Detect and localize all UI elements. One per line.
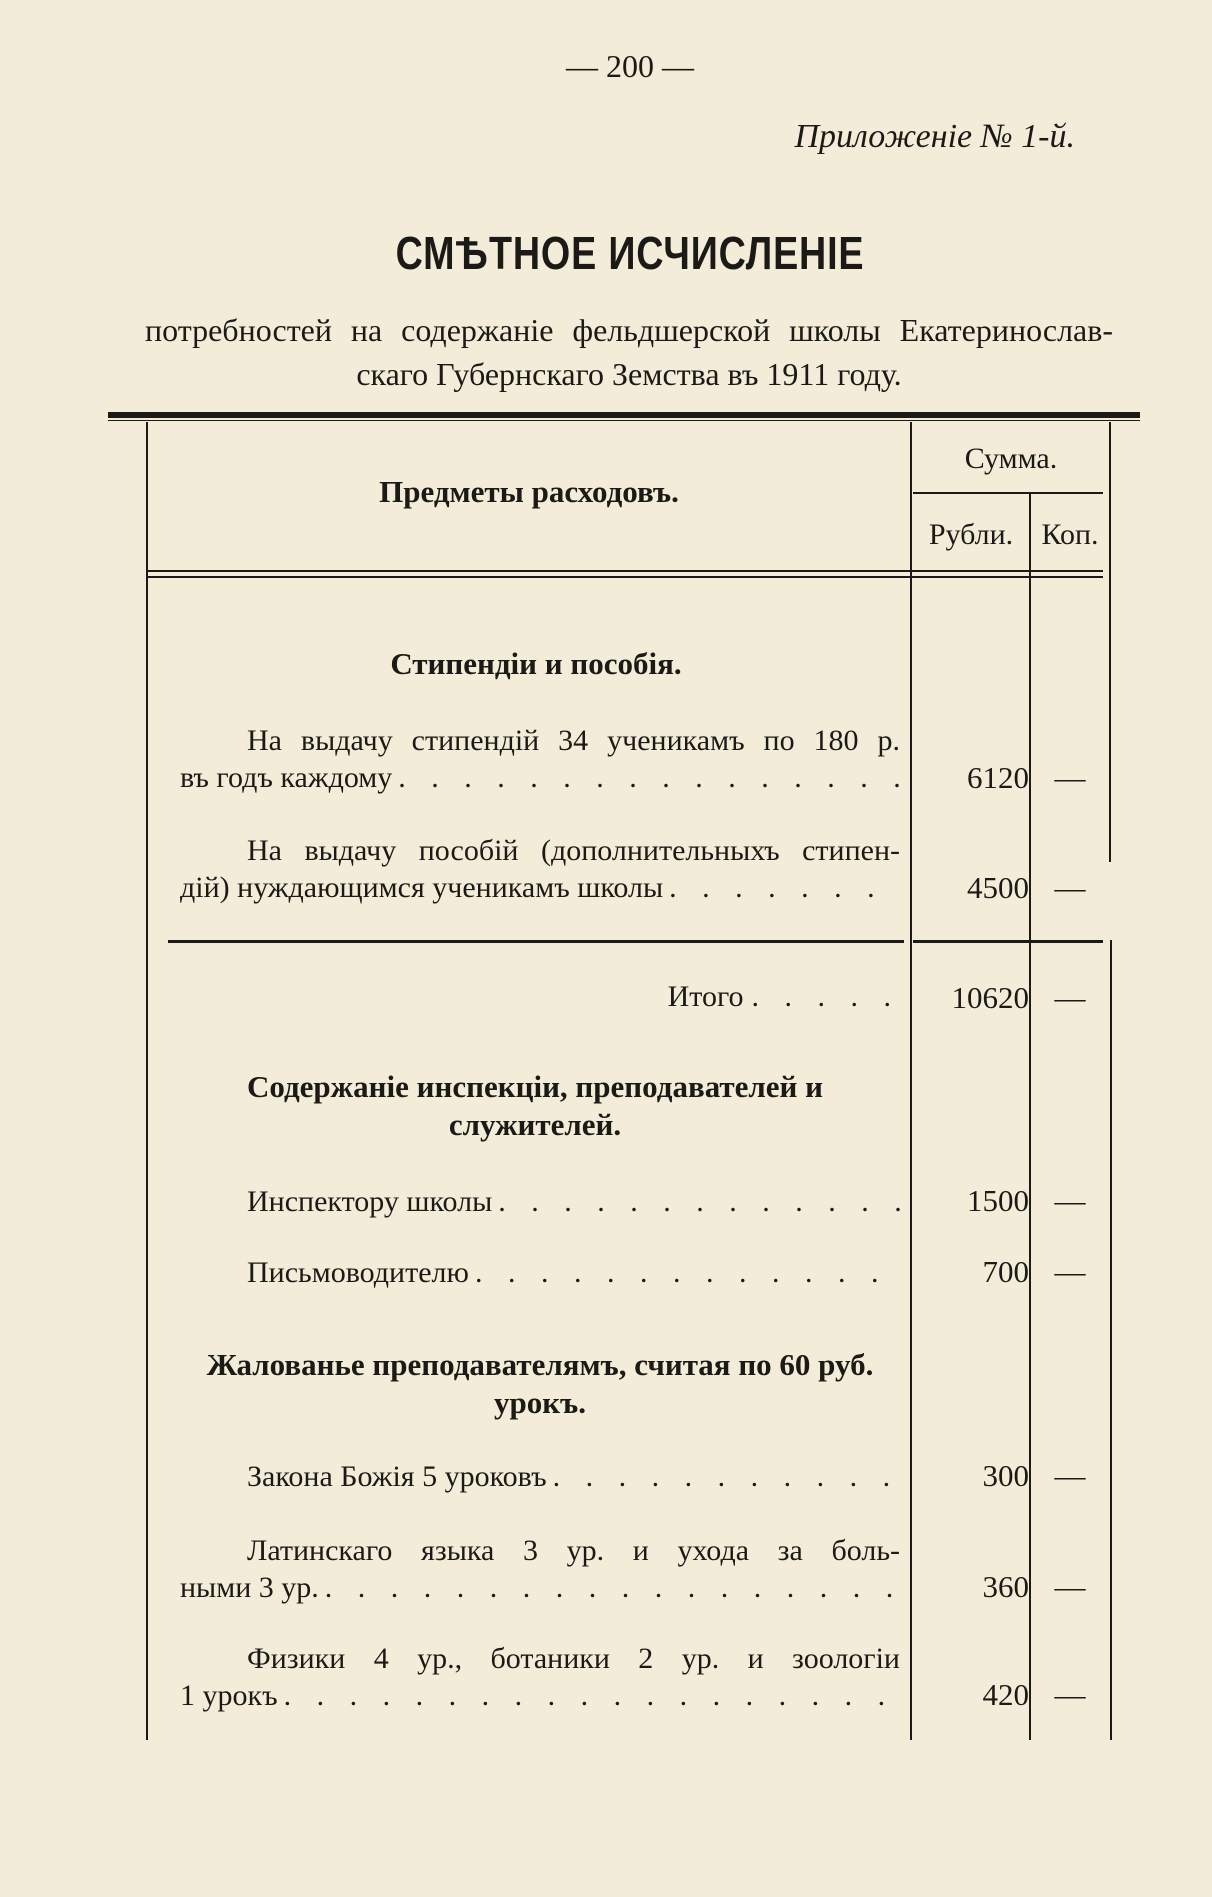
table-row: [180, 1532, 900, 1606]
table-row: [180, 1458, 900, 1495]
row-rubles: 6120: [967, 760, 1029, 795]
row-text: Закона Божія 5 уроковъ: [247, 1460, 547, 1493]
subtotal-rule: [168, 940, 904, 943]
leader-dots: [553, 1458, 900, 1495]
row-rubles: 300: [982, 1458, 1029, 1493]
table-row: [180, 722, 900, 796]
row-text-line2: ными 3 ур.: [180, 1571, 319, 1604]
row-kopecks: —: [1054, 1254, 1086, 1289]
row-rubles: 360: [982, 1569, 1029, 1604]
total-rubles: 10620: [951, 980, 1029, 1015]
table-row: [180, 1254, 900, 1291]
header-kopecks: Коп.: [1041, 518, 1099, 551]
row-text-line1: На выдачу стипендій 34 ученикамъ по 180 р.: [247, 724, 900, 757]
leader-dots: [398, 759, 900, 796]
table-top-rule-thin: [108, 420, 1140, 421]
row-text-line1: Физики 4 ур., ботаники 2 ур. и зоологіи: [247, 1642, 900, 1675]
row-text: Письмоводителю: [247, 1256, 469, 1289]
table-row: [180, 1640, 900, 1714]
subtitle-line-1: потребностей на содержаніе фельдшерской школы Екатеринослав-: [145, 312, 1113, 348]
section-heading-staff: Содержаніе инспекціи, преподавателей и служителей.: [247, 1069, 823, 1142]
header-sum: Сумма.: [964, 442, 1058, 475]
row-rubles: 420: [982, 1677, 1029, 1712]
items-column-border: [910, 422, 912, 1740]
row-text: Инспектору школы: [247, 1185, 493, 1218]
leader-dots: [284, 1677, 900, 1714]
leader-dots: [498, 1183, 900, 1220]
section-heading-salaries: Жалованье преподавателямъ, считая по 60 руб. урокъ.: [206, 1347, 874, 1420]
right-border-lower: [1110, 940, 1112, 1740]
total-row: [180, 980, 900, 1014]
header-rubles: Рубли.: [928, 518, 1014, 551]
row-rubles: 4500: [967, 870, 1029, 905]
row-text-line2: въ годъ каждому: [180, 761, 393, 794]
leader-dots: [325, 1569, 900, 1606]
appendix-label: Приложеніе № 1-й.: [794, 118, 1075, 155]
subtitle-line-2: скаго Губернскаго Земства въ 1911 году.: [356, 356, 902, 392]
row-rubles: 700: [982, 1254, 1029, 1289]
header-bottom-rule-2: [147, 576, 1103, 578]
header-bottom-rule: [147, 570, 1103, 572]
sum-divider-rule: [913, 492, 1103, 494]
row-kopecks: —: [1054, 1569, 1086, 1604]
right-border: [1109, 422, 1111, 862]
row-text-line2: дій) нуждающимся ученикамъ школы: [180, 871, 664, 904]
row-text-line1: На выдачу пособій (дополнительныхъ стипен-: [247, 834, 900, 867]
row-kopecks: —: [1054, 1183, 1086, 1218]
row-kopecks: —: [1054, 1458, 1086, 1493]
document-subtitle: [145, 308, 1113, 396]
row-kopecks: —: [1054, 1677, 1086, 1712]
left-border: [146, 422, 148, 1740]
total-label: Итого: [667, 980, 744, 1013]
row-kopecks: —: [1054, 870, 1086, 905]
leader-dots: . . . . .: [751, 980, 900, 1013]
row-text-line2: 1 урокъ: [180, 1679, 278, 1712]
section-heading-stipends: Стипендіи и пособія.: [390, 646, 682, 681]
row-rubles: 1500: [967, 1183, 1029, 1218]
table-row: [180, 832, 900, 906]
table-top-rule: [108, 412, 1140, 418]
table-row: [180, 1183, 900, 1220]
subtotal-rule-sum: [913, 940, 1103, 943]
rubles-column-border: [1029, 494, 1031, 1740]
row-kopecks: —: [1054, 760, 1086, 795]
document-title: СМѢТНОЕ ИСЧИСЛЕНІЕ: [395, 227, 865, 279]
row-text-line1: Латинскаго языка 3 ур. и ухода за боль-: [247, 1534, 900, 1567]
header-items: Предметы расходовъ.: [379, 474, 679, 509]
leader-dots: [475, 1254, 900, 1291]
page-number: — 200 —: [566, 48, 694, 84]
total-kopecks: —: [1054, 980, 1086, 1015]
leader-dots: [669, 869, 900, 906]
